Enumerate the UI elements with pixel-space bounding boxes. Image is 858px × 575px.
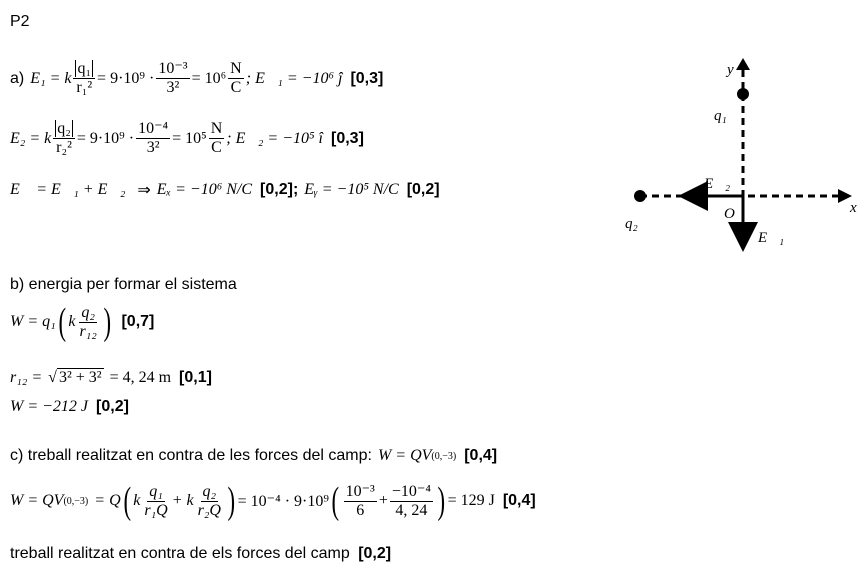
ex-value: Eₓ = −10⁶ N/C bbox=[156, 181, 253, 198]
w-value-points: [0,2] bbox=[96, 398, 129, 415]
part-a-label: a) bbox=[10, 69, 25, 87]
footer-points: [0,2] bbox=[358, 545, 392, 562]
e1-den: r₁² bbox=[76, 79, 93, 96]
calc-plus2: + bbox=[378, 492, 388, 509]
charge-q1 bbox=[737, 88, 749, 100]
x-axis-label: x bbox=[850, 200, 857, 216]
w-k: k bbox=[68, 313, 76, 330]
e2-vector: ; E⃗₂ = −10⁵ î bbox=[226, 129, 323, 147]
calc-points: [0,4] bbox=[502, 492, 536, 509]
calc-frac1 bbox=[142, 483, 169, 520]
calc-left-paren: ( bbox=[123, 480, 131, 522]
calc-d1: r₁Q bbox=[144, 501, 168, 519]
calc-d2: r₂Q bbox=[197, 501, 221, 519]
calc-lhs: W = QV bbox=[10, 492, 64, 509]
r12-points: [0,1] bbox=[179, 368, 212, 386]
calc-right-paren2: ) bbox=[437, 480, 446, 522]
part-c-label: c) treball realitzat en contra de les forces del camp: bbox=[10, 447, 372, 464]
left-paren: ( bbox=[58, 301, 66, 343]
part-c-label-math: W = QV bbox=[377, 447, 432, 464]
e1-frac2-den: 3² bbox=[166, 79, 180, 96]
e1-lhs: E₁ = k bbox=[30, 69, 72, 87]
e1-equation bbox=[10, 60, 383, 97]
e2-eq1: = 9·10⁹ · bbox=[76, 129, 135, 147]
e2-frac2-den: 3² bbox=[146, 139, 160, 156]
ey-value: Eᵧ = −10⁵ N/C bbox=[304, 181, 399, 198]
calc-lhs-sub: (0,−3) bbox=[63, 495, 89, 507]
sqrt: √ 3² + 3² bbox=[48, 368, 102, 386]
q2-label: q₂ bbox=[625, 216, 638, 232]
calc-n1: q₁ bbox=[149, 482, 163, 500]
footer-text: treball realitzat en contra de els forces del camp bbox=[10, 545, 350, 562]
calc-k1: k bbox=[133, 492, 141, 509]
e1-unit-den: C bbox=[230, 79, 242, 96]
w-num: q₂ bbox=[81, 303, 95, 321]
calc-f2d: 4, 24 bbox=[395, 501, 428, 519]
w-value: W = −212 J bbox=[10, 398, 89, 415]
work-calc-equation bbox=[10, 482, 536, 520]
calc-plus: + k bbox=[171, 492, 194, 509]
y-axis-arrowhead bbox=[736, 58, 750, 70]
e1-eq1: = 9·10⁹ · bbox=[97, 69, 155, 87]
y-axis-label: y bbox=[727, 62, 734, 78]
w-value-line bbox=[10, 398, 129, 416]
calc-left-paren2: ( bbox=[331, 480, 340, 522]
w-equation bbox=[10, 303, 154, 341]
e2-frac2-num: 10⁻⁴ bbox=[138, 120, 169, 137]
problem-label: P2 bbox=[10, 13, 30, 30]
field-diagram bbox=[600, 50, 858, 270]
right-paren: ) bbox=[103, 301, 111, 343]
part-c-heading bbox=[10, 447, 497, 465]
e2-equation bbox=[10, 120, 364, 157]
w-points: [0,7] bbox=[121, 313, 155, 330]
calc-mid: = 10⁻⁴ · 9·10⁹ bbox=[237, 493, 329, 510]
e2-fraction bbox=[53, 120, 75, 157]
e1-points: [0,3] bbox=[350, 69, 384, 87]
e1-frac2 bbox=[156, 60, 189, 97]
part-c-label-sub: (0,−3) bbox=[431, 450, 457, 462]
w-den: r₁₂ bbox=[79, 322, 97, 340]
sum-eq: E⃗ = E⃗₁ + E⃗₂ bbox=[10, 181, 126, 198]
e1-unit bbox=[228, 60, 244, 97]
sum-equation bbox=[10, 180, 440, 200]
w-fraction bbox=[77, 304, 98, 341]
calc-f2n: −10⁻⁴ bbox=[391, 482, 431, 500]
e1-frac2-num: 10⁻³ bbox=[158, 60, 188, 77]
e1-vector: ; E⃗₁ = −10⁶ ĵ bbox=[245, 69, 343, 87]
calc-right-paren: ) bbox=[227, 480, 236, 522]
e2-frac2 bbox=[136, 120, 170, 157]
e2-eq2: = 10⁵ bbox=[172, 129, 207, 147]
e1-abs-q1: q₁ bbox=[77, 60, 92, 77]
e1-eq2: = 10⁶ bbox=[191, 69, 227, 87]
sqrt-radicand: 3² + 3² bbox=[58, 369, 102, 386]
e1-fraction bbox=[73, 60, 95, 97]
e2-den: r₂² bbox=[56, 139, 72, 156]
part-c-label-points: [0,4] bbox=[464, 447, 498, 464]
calc-result: = 129 J bbox=[447, 492, 495, 509]
calc-f1d: 6 bbox=[356, 501, 365, 519]
calc-frac2 bbox=[196, 483, 223, 520]
r12-rhs: = 4, 24 m bbox=[109, 368, 172, 386]
footer-line bbox=[10, 545, 391, 563]
calc-f1n: 10⁻³ bbox=[345, 482, 375, 500]
e2-unit bbox=[209, 120, 225, 157]
charge-q2 bbox=[634, 190, 646, 202]
calc-eqQ: = Q bbox=[94, 492, 121, 509]
e2-points: [0,3] bbox=[331, 129, 364, 147]
ey-points: [0,2] bbox=[406, 181, 440, 198]
e2-abs-q2: q₂ bbox=[57, 120, 71, 137]
e1-diagram-label: E⃗₁ bbox=[758, 230, 785, 246]
r12-equation bbox=[10, 368, 212, 387]
e2-diagram-label: E⃗₂ bbox=[704, 176, 731, 192]
r12-lhs: r₁₂ = bbox=[10, 368, 43, 386]
calc-frac4 bbox=[390, 483, 433, 520]
origin-label: O bbox=[724, 206, 735, 222]
e2-unit-den: C bbox=[211, 139, 222, 156]
ex-points: [0,2]; bbox=[260, 181, 299, 198]
calc-n2: q₂ bbox=[202, 482, 217, 500]
e2-lhs: E₂ = k bbox=[10, 129, 52, 147]
w-lhs: W = q₁ bbox=[10, 313, 56, 330]
e2-unit-num: N bbox=[210, 120, 223, 137]
part-b-label: b) energia per formar el sistema bbox=[10, 276, 237, 293]
implies-arrow: ⇒ bbox=[137, 182, 151, 199]
q1-label: q₁ bbox=[714, 108, 727, 124]
e1-unit-num: N bbox=[230, 60, 242, 77]
calc-frac3 bbox=[344, 483, 377, 520]
